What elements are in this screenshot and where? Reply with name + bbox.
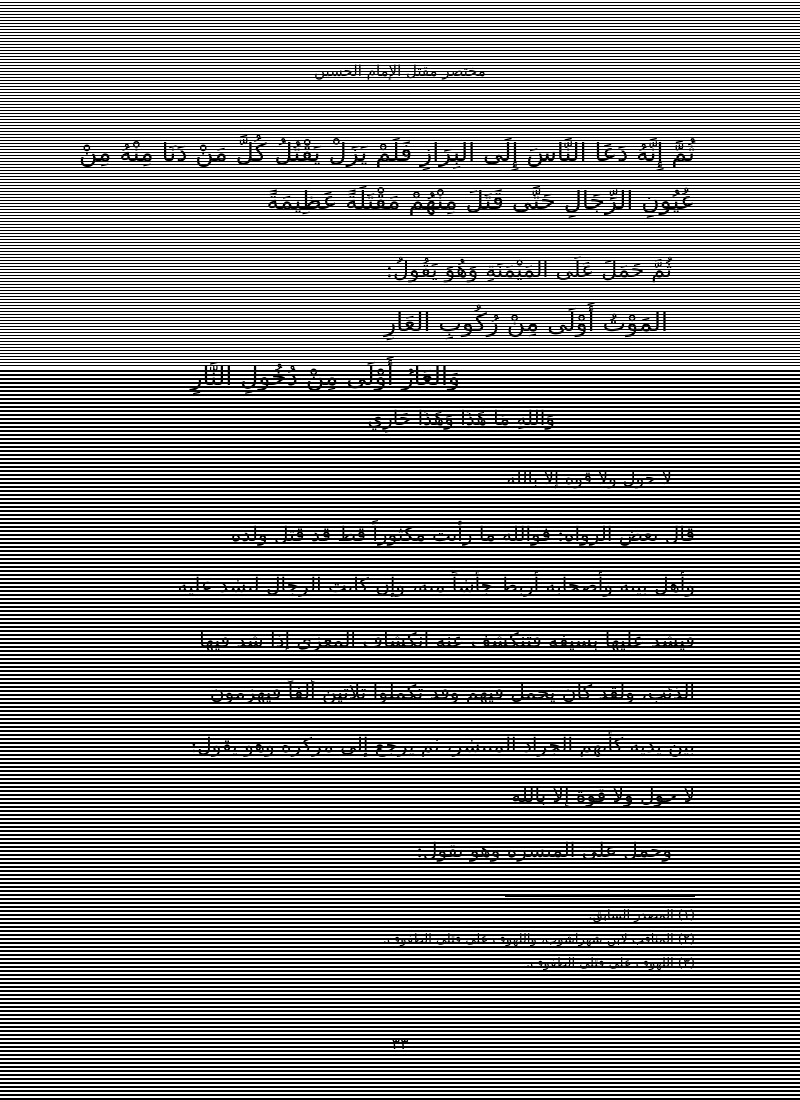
footnote-divider <box>505 896 695 897</box>
paragraph-2: ثُمَّ حَمَلَ عَلَى المَيْمَنَةِ وَهُوَ يَقُولُ: <box>385 258 672 283</box>
paragraph-1-line-2: عُيُونِ الرِّجَالِ حَتَّى قَتَلَ مِنْهُمْ مَقْتَلَةً عَظِيمَةً <box>266 186 695 215</box>
paragraph-4-line: فيشد عليها بسيفه فتنكشف عنه انكشاف المعزى إذا شد فيها <box>199 628 695 652</box>
verse-line-1: المَوْتُ أَوْلَى مِنْ رُكُوبِ العَارِ <box>384 308 668 337</box>
paragraph-4-line: الذئب، ولقد كان يحمل فيهم وقد تكملوا ثلاثين ألفاً فيهزمون <box>209 680 695 704</box>
running-header: مختصر مقتل الإمام الحسين <box>314 62 486 80</box>
page-number: ٣٣ <box>391 1034 409 1053</box>
footnote-3: (٣) اللهوف على قتلى الطفوف. <box>525 956 695 971</box>
verse-line-3: وَاللهِ مَا هَذَا وَهَذَا جَارِي <box>367 406 555 430</box>
footnote-2: (٢) المناقب لابن شهرآشوب، واللهوف على قتلى الطفوف. <box>382 932 695 947</box>
paragraph-4-line: لا حول ولا قوة إلا بالله <box>511 783 695 807</box>
verse-line-2: وَالعَارُ أَوْلَى مِنْ دُخُولِ النَّارِ <box>190 362 460 391</box>
paragraph-3: لا حول ولا قوة إلا بالله <box>506 468 672 489</box>
paragraph-4-line: بين يديه كأنهم الجراد المنتشر، ثم يرجع إلى مركزه وهو يقول: <box>190 733 695 757</box>
paragraph-4-line: قال بعض الرواة: فوالله ما رأيت مكثوراً قط قد قتل ولده <box>230 522 695 546</box>
footnote-1: (١) المصدر السابق. <box>588 908 695 923</box>
paragraph-1-line-1: ثُمَّ إِنَّهُ دَعَا النَّاسَ إِلَى البِرَازِ فَلَمْ يَزَلْ يَقْتُلُ كُلَّ مَنْ دَنَا مِنْهُ مِنْ <box>78 138 695 167</box>
paragraph-4-line: وأهل بيته وأصحابه أربط جأشاً منه، وإن كانت الرجال لتشد عليه <box>177 573 695 597</box>
paragraph-4-closing: وحمل على الميسرة وهو يقول: <box>416 838 672 862</box>
